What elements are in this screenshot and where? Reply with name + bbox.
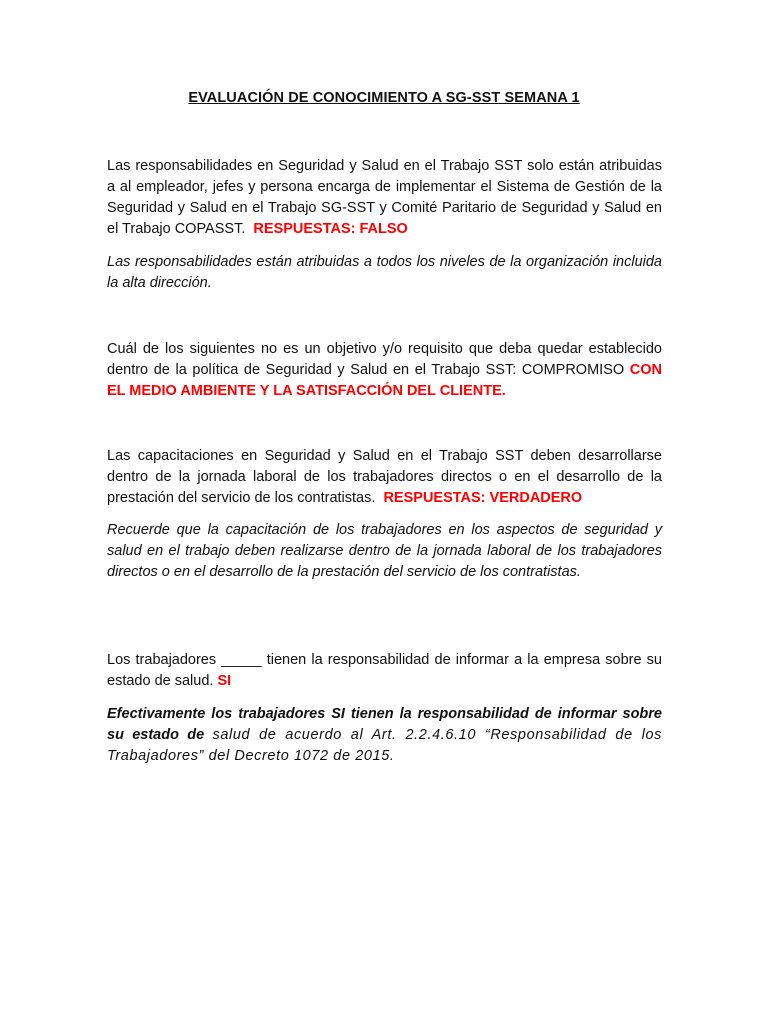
question-3 (107, 446, 662, 509)
document-title: EVALUACIÓN DE CONOCIMIENTO A SG-SST SEMANA 1 (188, 90, 580, 106)
question-3-explanation: Recuerde que la capacitación de los trabajadores en los aspectos de seguridad y salud en el trabajo deben realizarse dentro de la jornada laboral de los trabajadores directos o en el desarrollo de la prestación del servicio de los contratistas. (107, 522, 662, 580)
question-1-answer: RESPUESTAS: FALSO (253, 221, 408, 237)
question-1-explanation: Las responsabilidades están atribuidas a todos los niveles de la organización incluida la alta dirección. (107, 254, 662, 291)
question-2 (107, 339, 662, 402)
question-2-text: Cuál de los siguientes no es un objetivo y/o requisito que deba quedar establecido dentro de la política de Seguridad y Salud en el Trabajo SST: COMPROMISO (107, 341, 662, 378)
question-4-explanation-rest: salud de acuerdo al Art. 2.2.4.6.10 “Responsabilidad de los Trabajadores” del Decreto 1072 de 2015. (107, 727, 663, 764)
question-3-answer: RESPUESTAS: VERDADERO (383, 490, 583, 506)
question-4-answer: SI (217, 673, 232, 689)
question-2-answer: CON EL MEDIO AMBIENTE Y LA SATISFACCIÓN DEL CLIENTE. (107, 362, 663, 399)
question-4-text: Los trabajadores _____ tienen la responsabilidad de informar a la empresa sobre su estado de salud. (107, 652, 662, 689)
question-4 (107, 650, 662, 692)
question-4-explanation-bold: Efectivamente los trabajadores SI tienen la responsabilidad de informar sobre su estado de (107, 706, 662, 743)
question-4-explanation (107, 704, 662, 767)
question-1 (107, 156, 662, 240)
question-3-text: Las capacitaciones en Seguridad y Salud en el Trabajo SST deben desarrollarse dentro de la jornada laboral de los trabajadores directos o en el desarrollo de la prestación del servicio de los contratistas. (107, 448, 662, 506)
question-1-text: Las responsabilidades en Seguridad y Salud en el Trabajo SST solo están atribuidas a al empleador, jefes y persona encarga de implementar el Sistema de Gestión de la Seguridad y Salud en el Trabajo SG-SST y Comité Paritario de Seguridad y Salud en el Trabajo COPASST. (107, 158, 662, 237)
